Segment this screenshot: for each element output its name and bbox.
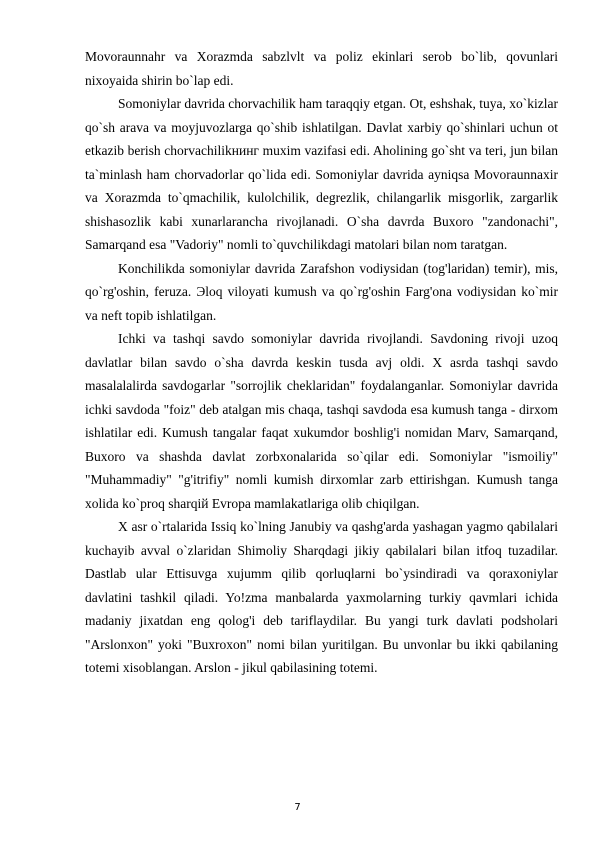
paragraph: Somoniylar davrida chorvachilik ham taraqqiy etgan. Ot, eshshak, tuya, xo`kizlar qo`sh arava va moyjuvozlarga qo`shib ishlatilgan. Davlat xarbiy qo`shinlari uchun ot etkazib berish chorvachilikнинг muxim vazifasi edi. Aholining go`sht va teri, jun bilan ta`minlash ham chorvadorlar qo`lida edi. Somoniylar davrida ayniqsa Movoraunnaxir va Xorazmda to`qmachilik, kulolchilik, degrezlik, chilangarlik misgorlik, zargarlik shishasozlik kabi xunarlarancha rivojlanadi. O`sha davrda Buxoro "zandonachi", Samarqand esa "Vadoriy" nomli to`quvchilikdagi matolari bilan nom taratgan. [85, 96, 558, 252]
paragraph: Ichki va tashqi savdo somoniylar davrida rivojlandi. Savdoning rivoji uzoq davlatlar bilan savdo o`sha davrda keskin tusda avj oldi. X asrda tashqi savdo masalalalirda savdogarlar "sorrojlik cheklaridan" foydalanganlar. Somoniylar davrida ichki savdoda "foiz" deb atalgan mis chaqa, tashqi savdoda esa kumush tanga - dirxom ishlatilar edi. Kumush tangalar faqat xukumdor boshlig'i nomidan Marv, Samarqand, Buxoro va shashda davlat zorbxonalarida so`qilar edi. Somoniylar "ismoiliy" "Muhammadiy" "g'itrifiy" nomli kumish dirxomlar zarb ettirishgan. Kumush tanga xolida ko`proq sharqiй Evropa mamlakatlariga olib chiqilgan. [85, 331, 558, 511]
paragraph: X asr o`rtalarida Issiq ko`lning Janubiy va qashg'arda yashagan yagmo qabilalari kuchayib avval o`zlaridan Shimoliy Sharqdagi jikiy qabilalari bilan itfoq tuzadilar. Dastlab ular Ettisuvga xujumm qilib qorluqlarni bo`ysindiradi va qoraxoniylar davlatini tashkil qiladi. Yo!zma manbalarda yaxmolarning turkiy qavmlari ichida madaniy jixatdan eng qolog'i deb tariflaydilar. Bu yangi turk davlati podsholari "Arslonxon" yoki "Buxroxon" nomi bilan yuritilgan. Bu unvonlar bu ikki qabilaning totemi xisoblangan. Arslon - jikul qabilasining totemi. [85, 519, 558, 675]
paragraph: Movoraunnahr va Xorazmda sabzlvlt va poliz ekinlari serob bo`lib, qovunlari nixoyaida shirin bo`lap edi. [85, 49, 558, 88]
paragraph: Konchilikda somoniylar davrida Zarafshon vodiysidan (tog'laridan) temir), mis, qo`rg'oshin, feruza. Эloq viloyati kumush va qo`rg'oshin Farg'ona vodiysidan ko`mir va neft topib ishlatilgan. [85, 260, 558, 323]
page-number: 7 [294, 802, 301, 813]
body-text [85, 45, 558, 680]
